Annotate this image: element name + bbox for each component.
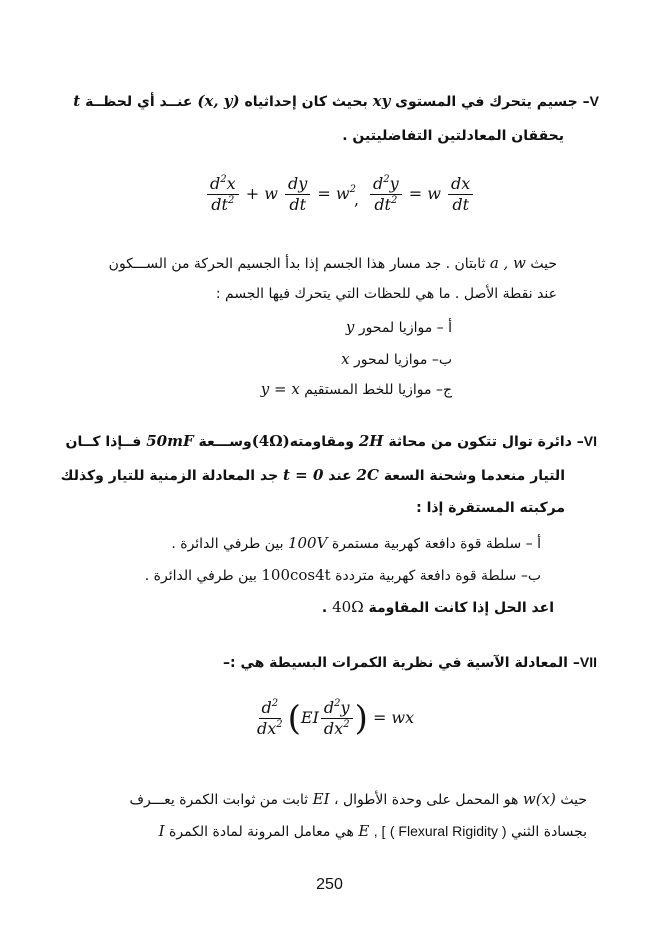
section-vii-title: VII– المعادلة الآسية في نظرية الكمرات البسيطة هي :– [222,654,597,671]
page-number: 250 [316,876,343,893]
section-v-line-2: يحققان المعادلتين التفاضليتين . [342,128,564,144]
text: عنــد أي لحظــة [85,94,193,110]
section-vi-line-1: VI– دائرة توال تتكون من محاثة 2H ومقاومته(4Ω)وســـعة 50mF فــإذا كــان [65,432,597,450]
section-vii-number: VII– [572,654,597,671]
section-vi-number: VI– [576,433,597,450]
beam-equation: $\frac{d^2}{dx^2}$ (EI $\frac{d^2y}{dx^2}$ ) = wx [257,698,415,739]
math-var: t [73,92,81,110]
math-var: (x, y) [197,92,240,110]
list-item: اعد الحل إذا كانت المقاومة 40Ω . [321,598,554,616]
math-var: xy [372,92,391,110]
list-item: أ – موازيا لمحور y [345,318,452,336]
text: بحيث كان إحداثياه [244,94,368,110]
section-v-number: V– [582,93,599,110]
section-v-text-2: عند نقطة الأصل . ما هي للحظات التي يتحرك فيها الجسم : [215,286,557,302]
list-item: أ – سلطة قوة دافعة كهربية مستمرة 100V بين طرفي الدائرة . [171,534,541,552]
section-vii-text-1: حيث w(x) هو المحمل على وحدة الأطوال ، EI ثابت من ثوابت الكمرة يعـــرف [129,790,587,808]
equation-x: $\frac{d^2x}{dt^2}$ + w $\frac{dy}{dt}$ = $w^2$ [205,174,356,215]
section-v-text-1: حيث a , w ثابتان . جد مسار هذا الجسم إذا بدأ الجسيم الحركة من الســـكون [108,254,557,272]
section-vii-text-2: بجسادة الثني ( Flexural Rigidity ) , [ E هي معامل المرونة لمادة الكمرة I [158,822,587,840]
list-item: ج– موازيا للخط المستقيم y = x [260,380,452,398]
list-item: ب– موازيا لمحور x [341,350,452,368]
text: جسيم يتحرك في المستوى [395,94,578,110]
equation-y: $\frac{d^2y}{dt^2}$ = w $\frac{dx}{dt}$ [368,174,475,215]
section-vi-line-3: مركبته المستقرة إذا : [416,500,565,516]
section-vi-line-2: التيار منعدما وشحنة السعة 2C عند t = 0 جد المعادلة الزمنية للتيار وكذلك [60,466,565,484]
section-v-line-1 [0,92,599,110]
list-item: ب– سلطة قوة دافعة كهربية مترددة 100cos4t بين طرفي الدائرة . [144,566,541,584]
equation-separator: , [354,190,360,209]
